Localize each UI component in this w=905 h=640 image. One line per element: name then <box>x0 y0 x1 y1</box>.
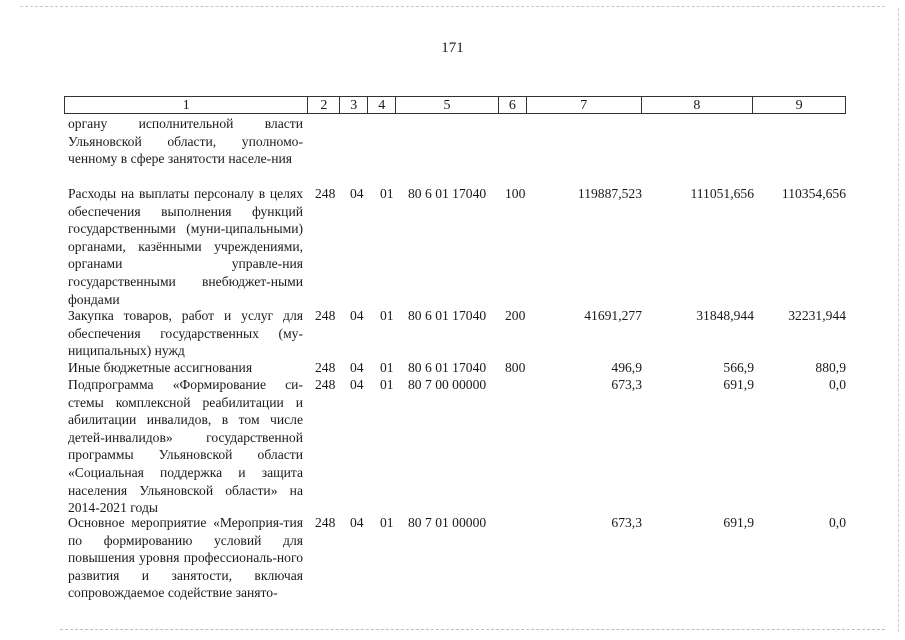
header-col-8: 8 <box>642 97 754 113</box>
header-col-9: 9 <box>795 98 803 113</box>
row-subsection-code: 01 <box>380 186 394 201</box>
table-header-row <box>64 96 846 114</box>
row-amount-col8: 566,9 <box>723 360 754 375</box>
header-col-4: 4 <box>368 97 396 113</box>
row-amount-col7: 496,9 <box>611 360 642 375</box>
header-col-5: 5 <box>396 97 499 113</box>
row-ministry-code: 248 <box>315 186 336 201</box>
row-target-article: 80 7 00 00000 <box>408 377 487 392</box>
row-description: Основное мероприятие «Мероприя-тия по формированию условий для повышения уровня профессиональ-ного развития и занятости, включая сопровождаемое содействие занято- <box>68 515 303 601</box>
row-amount-col9: 0,0 <box>829 377 846 392</box>
row-amount-col8: 31848,944 <box>696 308 754 323</box>
header-col-7: 7 <box>527 97 642 113</box>
row-target-article: 80 6 01 17040 <box>408 308 487 323</box>
row-description: Закупка товаров, работ и услуг для обеспечения государственных (му-ниципальных) нужд <box>68 308 303 359</box>
row-expense-type: 800 <box>505 360 526 375</box>
row-section-code: 04 <box>350 377 364 392</box>
row-target-article: 80 6 01 17040 <box>408 186 487 201</box>
row-ministry-code: 248 <box>315 377 336 392</box>
row-section-code: 04 <box>350 515 364 530</box>
header-col-3: 3 <box>340 97 368 113</box>
row-section-code: 04 <box>350 360 364 375</box>
row-amount-col9: 110354,656 <box>781 186 846 201</box>
row-section-code: 04 <box>350 308 364 323</box>
header-col-2: 2 <box>308 97 340 113</box>
row-subsection-code: 01 <box>380 360 394 375</box>
row-amount-col9: 0,0 <box>829 515 846 530</box>
row-description: Расходы на выплаты персоналу в целях обеспечения выполнения функций государственными (муни-ципальными) органами, казёнными учреждениями, органами управле-ния государственными внебюджет-ными фондами <box>68 186 303 307</box>
row-ministry-code: 248 <box>315 515 336 530</box>
row-expense-type: 200 <box>505 308 526 323</box>
row-expense-type: 100 <box>505 186 526 201</box>
row-ministry-code: 248 <box>315 308 336 323</box>
header-col-6: 6 <box>499 97 527 113</box>
page-number: 171 <box>441 40 464 56</box>
row-target-article: 80 7 01 00000 <box>408 515 487 530</box>
row-amount-col9: 880,9 <box>815 360 846 375</box>
row-amount-col7: 673,3 <box>611 377 642 392</box>
row-subsection-code: 01 <box>380 377 394 392</box>
row-amount-col9: 32231,944 <box>788 308 846 323</box>
row-target-article: 80 6 01 17040 <box>408 360 487 375</box>
row-amount-col7: 119887,523 <box>577 186 642 201</box>
header-col-1: 1 <box>65 97 308 113</box>
row-amount-col8: 691,9 <box>723 377 754 392</box>
row-description: Иные бюджетные ассигнования <box>68 360 253 375</box>
scan-edge-right <box>898 8 899 632</box>
row-amount-col7: 673,3 <box>611 515 642 530</box>
scan-edge-top <box>20 6 885 7</box>
row-section-code: 04 <box>350 186 364 201</box>
scan-edge-bottom <box>60 629 885 630</box>
row-description: Подпрограмма «Формирование си-стемы комплексной реабилитации и абилитации инвалидов, в том числе детей-инвалидов» государственной программы Ульяновской области «Социальная поддержка и защита населения Ульяновской области» на 2014-2021 годы <box>68 377 303 516</box>
row-subsection-code: 01 <box>380 308 394 323</box>
row-description: органу исполнительной власти Ульяновской области, уполномо-ченному в сфере занятости населе-ния <box>68 116 303 167</box>
row-subsection-code: 01 <box>380 515 394 530</box>
row-amount-col8: 111051,656 <box>690 186 754 201</box>
row-amount-col8: 691,9 <box>723 515 754 530</box>
row-amount-col7: 41691,277 <box>584 308 642 323</box>
row-ministry-code: 248 <box>315 360 336 375</box>
